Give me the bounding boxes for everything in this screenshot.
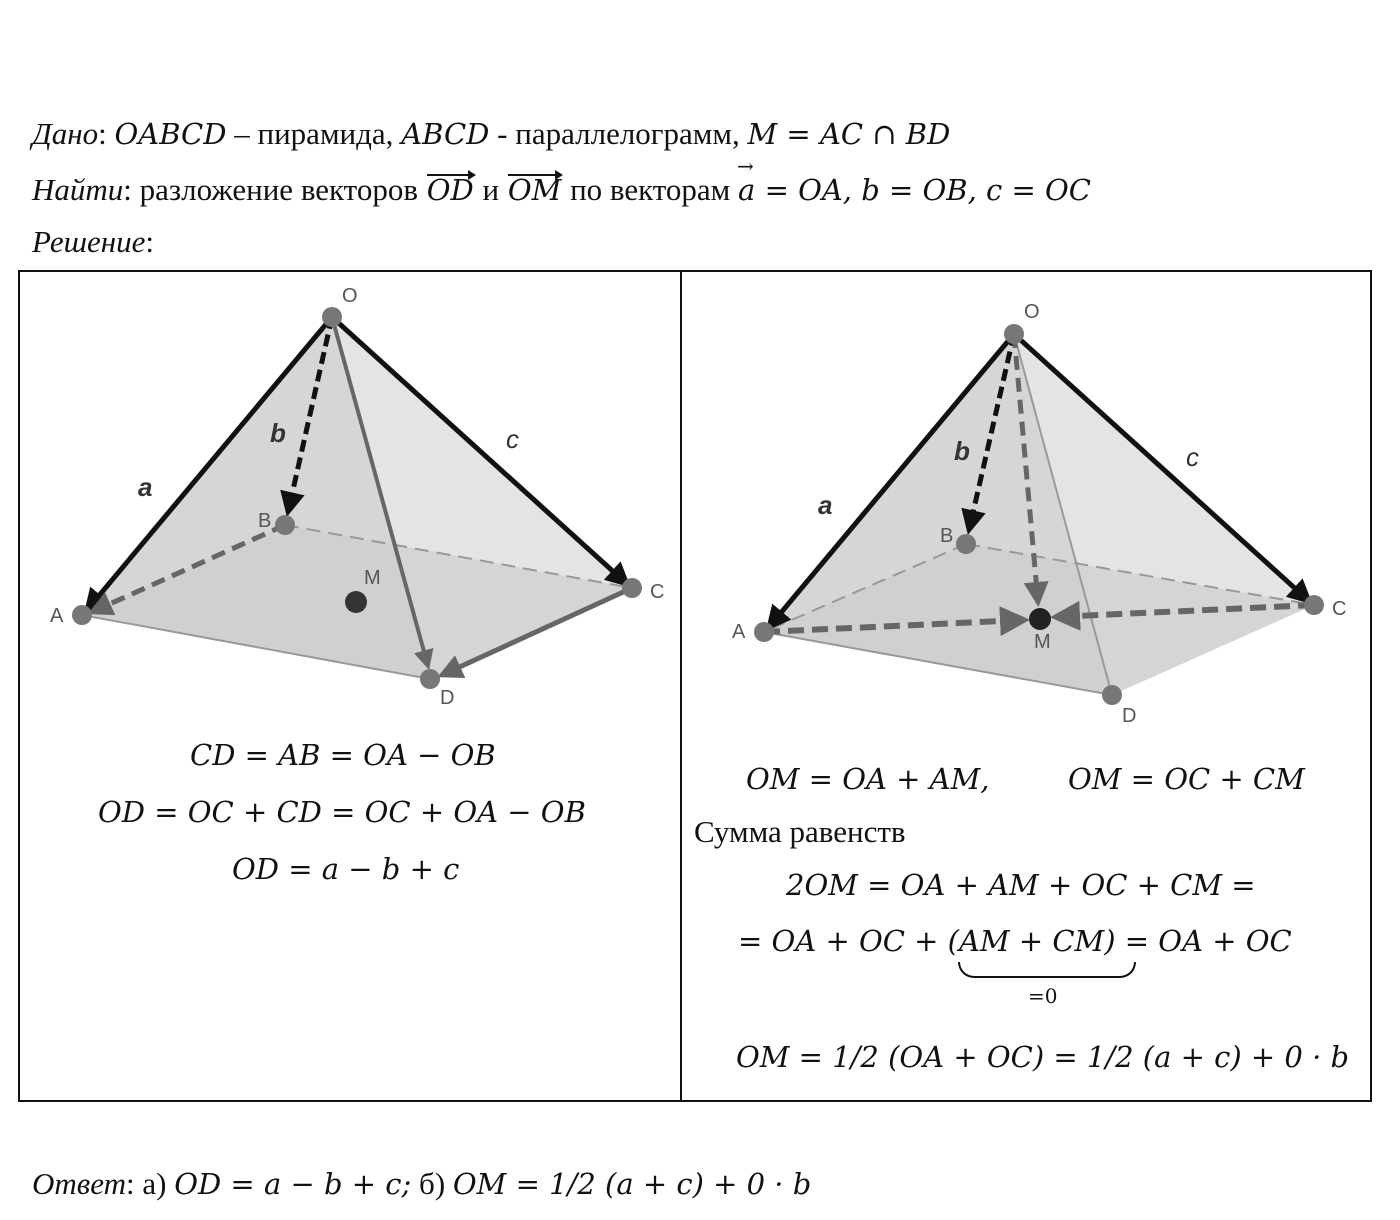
r-label-c: C — [1332, 598, 1347, 620]
given-line: Дано: OABCD – пирамида, ABCD - параллелограмм, M = AC ∩ BD — [32, 116, 951, 151]
given-intersection: M = AC ∩ BD — [747, 117, 951, 151]
r-point-a — [754, 622, 774, 642]
right-eq-1b: OM = OC + CM — [1068, 762, 1305, 796]
right-eq-4: OM = 1/2 (OA + OC) = 1/2 (a + c) + 0 · b — [736, 1040, 1350, 1074]
label-o: O — [342, 285, 358, 307]
zero-label: =0 — [1028, 984, 1058, 1008]
given-label: Дано — [32, 116, 99, 151]
r-label-vec-b: b — [954, 436, 970, 466]
given-text-1: – пирамида, — [226, 116, 402, 151]
given-base: ABCD — [401, 117, 490, 151]
find-vector-od: OD — [426, 173, 474, 207]
given-pyramid: OABCD — [114, 117, 227, 151]
answer-a-eq: OD = a − b + c; — [174, 1167, 412, 1201]
label-vec-c: c — [506, 424, 519, 454]
point-m — [345, 591, 367, 613]
r-point-d — [1102, 685, 1122, 705]
r-point-b — [956, 534, 976, 554]
box-divider — [680, 270, 682, 1102]
r-label-b: B — [940, 525, 954, 547]
left-eq-2: OD = OC + CD = OC + OA − OB — [98, 795, 586, 829]
point-o — [322, 307, 342, 327]
find-line: Найти: разложение векторов OD и OM по векторам → a = OA, b = OB, c = OC — [32, 172, 1091, 208]
right-eq-2: 2OM = OA + AM + OC + CM = — [786, 868, 1256, 902]
point-d — [420, 669, 440, 689]
right-eq-3: = OA + OC + (AM + CM) = OA + OC — [738, 924, 1292, 958]
find-text-1: разложение векторов — [139, 172, 418, 207]
label-b: B — [258, 510, 272, 532]
given-text-2: - параллелограмм, — [489, 116, 748, 151]
label-a: A — [50, 605, 64, 627]
find-text-2: по векторам — [570, 172, 731, 207]
answer-label: Ответ — [32, 1166, 126, 1201]
answer-b-eq: OM = 1/2 (a + c) + 0 · b — [452, 1167, 812, 1201]
right-sum-label: Сумма равенств — [694, 814, 906, 849]
answer-line: Ответ: а) OD = a − b + c; б) OM = 1/2 (a + c) + 0 · b — [32, 1166, 812, 1201]
answer-b-label: б) — [419, 1166, 446, 1201]
solution-line: Решение: — [32, 224, 154, 259]
label-vec-b: b — [270, 418, 286, 448]
r-label-vec-a: a — [818, 490, 833, 520]
point-c — [622, 578, 642, 598]
answer-a-label: а) — [142, 1166, 167, 1201]
label-m: M — [364, 567, 381, 589]
left-eq-1: CD = AB = OA − OB — [190, 738, 496, 772]
right-eq-1a: OM = OA + AM, — [746, 762, 990, 796]
r-label-a: A — [732, 621, 746, 643]
r-label-d: D — [1122, 705, 1137, 727]
r-point-o — [1004, 324, 1024, 344]
find-label: Найти — [32, 172, 124, 207]
left-eq-3: OD = a − b + c — [232, 852, 460, 886]
label-vec-a: a — [138, 472, 153, 502]
r-label-vec-c: c — [1186, 442, 1199, 472]
zero-underbrace — [958, 962, 1136, 978]
left-pyramid-figure — [20, 272, 680, 712]
find-vector-om: OM — [507, 173, 562, 207]
point-b — [275, 515, 295, 535]
r-point-m — [1029, 608, 1051, 630]
find-and: и — [482, 172, 500, 207]
r-label-o: O — [1024, 301, 1040, 323]
right-pyramid-figure — [684, 272, 1370, 732]
label-d: D — [440, 687, 455, 709]
r-label-m: M — [1034, 631, 1051, 653]
find-basis: = OA, b = OB, c = OC — [764, 173, 1091, 207]
solution-label: Решение — [32, 224, 146, 259]
label-c: C — [650, 581, 665, 603]
point-a — [72, 605, 92, 625]
r-point-c — [1304, 595, 1324, 615]
